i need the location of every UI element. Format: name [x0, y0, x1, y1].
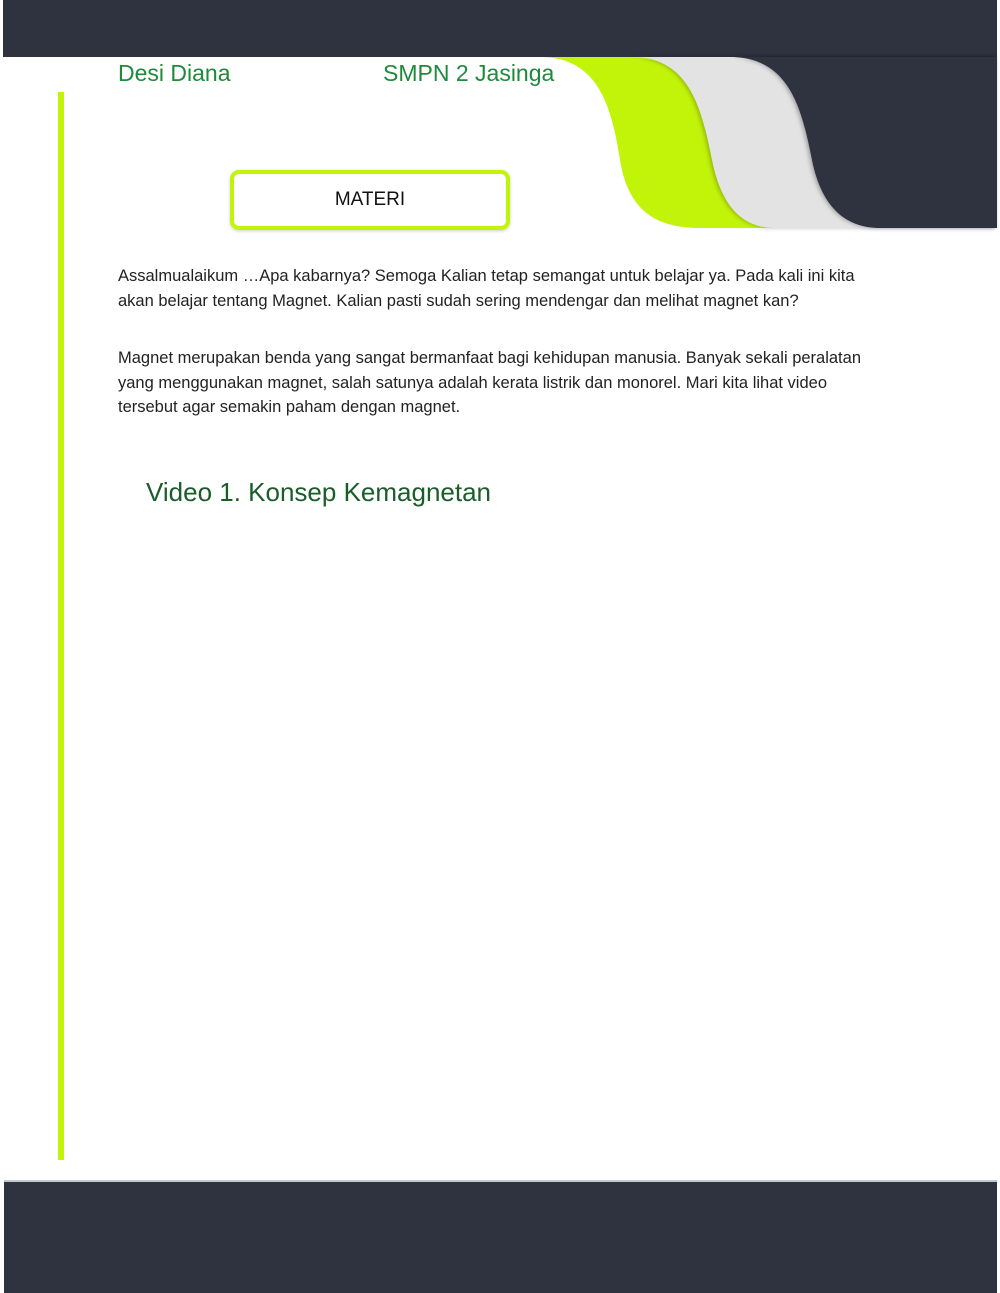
author-name: Desi Diana [118, 60, 231, 86]
materi-button[interactable] [230, 170, 510, 230]
magnet-paragraph: Magnet merupakan benda yang sangat bermanfaat bagi kehidupan manusia. Banyak sekali peralatan yang menggunakan magnet, salah satunya adalah kerata listrik dan monorel. Mari kita lihat video tersebut agar semakin paham dengan magnet. [118, 349, 861, 416]
top-dark-band [3, 0, 997, 57]
intro-paragraph: Assalmualaikum …Apa kabarnya? Semoga Kalian tetap semangat untuk belajar ya. Pada kali ini kita akan belajar tentang Magnet. Kalian pasti sudah sering mendengar dan melihat magnet kan? [118, 267, 855, 310]
footer-band [4, 1180, 997, 1293]
left-accent-bar [58, 92, 64, 1160]
materi-label: MATERI [334, 189, 406, 210]
video-title: Video 1. Konsep Kemagnetan [146, 477, 492, 507]
school-name: SMPN 2 Jasinga [383, 60, 555, 86]
